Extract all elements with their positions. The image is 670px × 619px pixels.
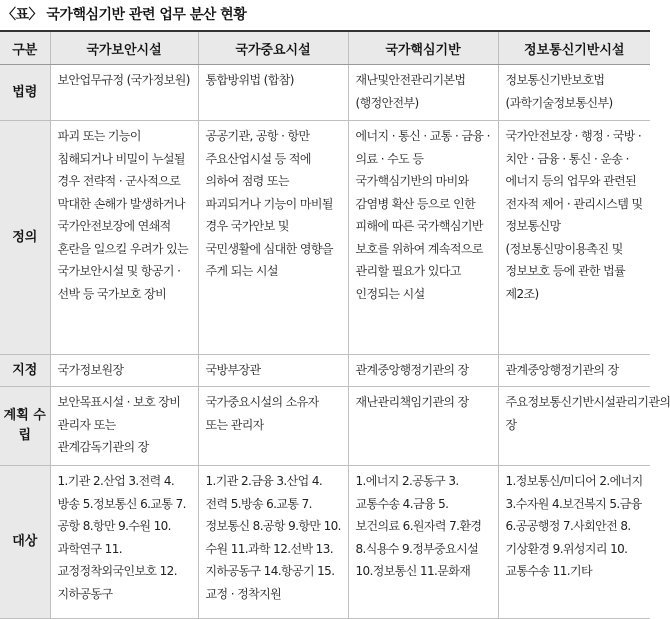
row-label-law: 법령 bbox=[0, 65, 50, 121]
table-cell: 보안업무규정 (국가정보원) bbox=[50, 65, 198, 121]
table-cell: 1.기관 2.금융 3.산업 4.전력 5.방송 6.교통 7.정보통신 8.공항 9.항만 10.수원 11.과학 12.선박 13.지하공동구 14.항공기 15.교정 · 정착지원 bbox=[198, 466, 348, 619]
distribution-table bbox=[0, 30, 670, 619]
row-label-planning: 계획 수립 bbox=[0, 387, 50, 466]
table-cell: 1.기관 2.산업 3.전력 4.방송 5.정보통신 6.교통 7.공항 8.항만 9.수원 10.과학연구 11.교정정착외국인보호 12.지하공동구 bbox=[50, 466, 198, 619]
table-caption: 〈표〉 국가핵심기반 관련 업무 분산 현황 bbox=[2, 7, 247, 23]
header-col-info-comm: 정보통신기반시설 bbox=[498, 31, 650, 65]
table-cell: 국가정보원장 bbox=[50, 355, 198, 387]
table-cell: 재난및안전관리기본법 (행정안전부) bbox=[348, 65, 498, 121]
header-corner: 구분 bbox=[0, 31, 50, 65]
table-cell: 파괴 또는 기능이 침해되거나 비밀이 누설될 경우 전략적 · 군사적으로 막대한 손해가 발생하거나 국가안전보장에 연쇄적 혼란을 일으킬 우려가 있는 국가보안시설 및 항공기 · 선박 등 국가보호 장비 bbox=[50, 121, 198, 355]
table-cell: 공공기관, 공항 · 항만 주요산업시설 등 적에 의하여 점령 또는 파괴되거나 기능이 마비될 경우 국가안보 및 국민생활에 심대한 영향을 주게 되는 시설 bbox=[198, 121, 348, 355]
row-label-definition: 정의 bbox=[0, 121, 50, 355]
table-cell: 주요정보통신기반시설관리기관의 장 bbox=[498, 387, 650, 466]
table-cell: 관계중앙행정기관의 장 bbox=[498, 355, 650, 387]
header-row bbox=[0, 31, 650, 65]
row-label-target: 대상 bbox=[0, 466, 50, 619]
table-row-planning bbox=[0, 387, 650, 466]
table-cell: 통합방위법 (합참) bbox=[198, 65, 348, 121]
table-row-law bbox=[0, 65, 650, 121]
table-cell: 국가안전보장 · 행정 · 국방 · 치안 · 금융 · 통신 · 운송 · 에너지 등의 업무와 관련된 전자적 제어 · 관리시스템 및 정보통신망(정보통신망이용촉진 및 정보보호 등에 관한 법률 제2조) bbox=[498, 121, 650, 355]
header-col-national-security: 국가보안시설 bbox=[50, 31, 198, 65]
table-row-target bbox=[0, 466, 650, 619]
table-cell: 국방부장관 bbox=[198, 355, 348, 387]
table-row-definition bbox=[0, 121, 650, 355]
row-label-designation: 지정 bbox=[0, 355, 50, 387]
table-cell: 재난관리책임기관의 장 bbox=[348, 387, 498, 466]
table-cell: 관계중앙행정기관의 장 bbox=[348, 355, 498, 387]
table-cell: 보안목표시설 · 보호 장비 관리자 또는 관계감독기관의 장 bbox=[50, 387, 198, 466]
header-col-national-important: 국가중요시설 bbox=[198, 31, 348, 65]
table-row-designation bbox=[0, 355, 650, 387]
table-cell: 정보통신기반보호법 (과학기술정보통신부) bbox=[498, 65, 650, 121]
table-cell: 국가중요시설의 소유자 또는 관리자 bbox=[198, 387, 348, 466]
table-cell: 에너지 · 통신 · 교통 · 금융 · 의료 · 수도 등 국가핵심기반의 마비와 감염병 확산 등으로 인한 피해에 따른 국가핵심기반 보호를 위하여 계속적으로 관리할 필요가 있다고 인정되는 시설 bbox=[348, 121, 498, 355]
table-cell: 1.에너지 2.공동구 3.교통수송 4.금융 5.보건의료 6.원자력 7.환경 8.식용수 9.정부중요시설 10.정보통신 11.문화재 bbox=[348, 466, 498, 619]
header-col-national-core: 국가핵심기반 bbox=[348, 31, 498, 65]
table-cell: 1.정보통신/미디어 2.에너지 3.수자원 4.보건복지 5.금융 6.공공행정 7.사회안전 8.기상환경 9.위성지리 10.교통수송 11.기타 bbox=[498, 466, 650, 619]
